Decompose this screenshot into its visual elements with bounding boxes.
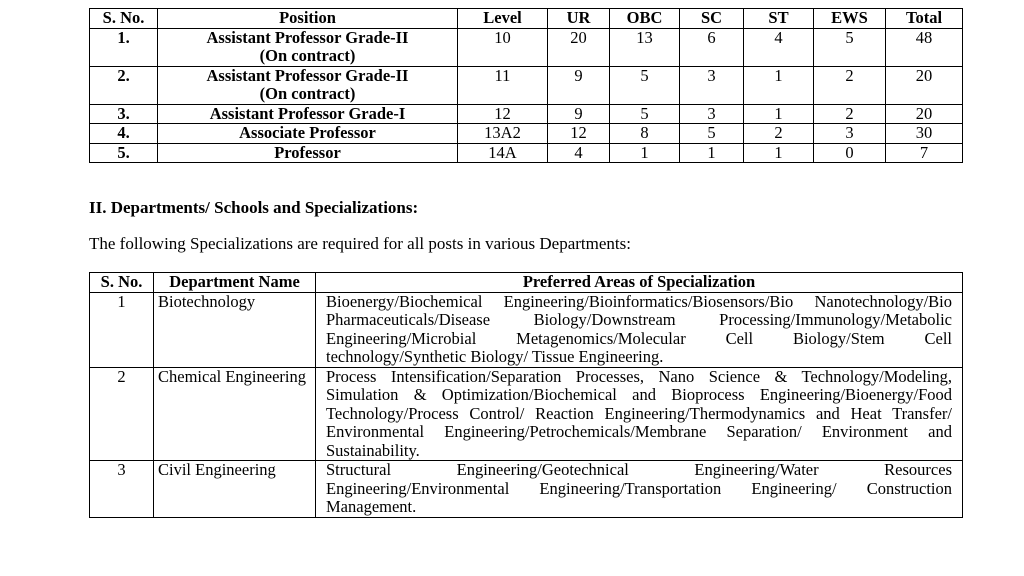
cell-ur: 12 [548, 124, 610, 144]
cell-ews: 5 [814, 28, 886, 66]
cell-total: 7 [886, 143, 963, 163]
cell-st: 4 [744, 28, 814, 66]
table-row [90, 66, 963, 104]
cell-st: 1 [744, 143, 814, 163]
header-ews: EWS [814, 9, 886, 29]
table-row [90, 143, 963, 163]
cell-sno: 2 [90, 367, 154, 461]
header-ur: UR [548, 9, 610, 29]
header-sno: S. No. [90, 9, 158, 29]
cell-st: 1 [744, 66, 814, 104]
table-row [90, 367, 963, 461]
cell-total: 48 [886, 28, 963, 66]
position-line2: (On contract) [259, 46, 356, 65]
cell-ur: 20 [548, 28, 610, 66]
section-heading: II. Departments/ Schools and Specializations: [89, 198, 419, 217]
posts-header-row [90, 9, 963, 29]
header-total: Total [886, 9, 963, 29]
cell-obc: 8 [610, 124, 680, 144]
cell-total: 30 [886, 124, 963, 144]
cell-level: 13A2 [458, 124, 548, 144]
cell-level: 11 [458, 66, 548, 104]
header-sno: S. No. [90, 273, 154, 293]
cell-ews: 3 [814, 124, 886, 144]
table-row [90, 292, 963, 367]
cell-level: 10 [458, 28, 548, 66]
cell-areas: Process Intensification/Separation Processes, Nano Science & Technology/Modeling, Simulation & Optimization/Biochemical and Bioprocess Engineering/Bioenergy/Food Technology/Process Control/ Reaction Engineering/Thermodynamics and Heat Transfer/ Environmental Engineering/Petrochemicals/Membrane Separation/ Environment and Sustainability. [316, 367, 963, 461]
cell-sc: 5 [680, 124, 744, 144]
cell-sc: 3 [680, 104, 744, 124]
header-sc: SC [680, 9, 744, 29]
cell-sc: 6 [680, 28, 744, 66]
position-line2: (On contract) [259, 84, 356, 103]
cell-sno: 1. [90, 28, 158, 66]
cell-ur: 9 [548, 104, 610, 124]
cell-sc: 3 [680, 66, 744, 104]
cell-position: Associate Professor [158, 124, 458, 144]
cell-sno: 1 [90, 292, 154, 367]
header-level: Level [458, 9, 548, 29]
cell-st: 2 [744, 124, 814, 144]
cell-position [158, 28, 458, 66]
cell-obc: 5 [610, 104, 680, 124]
header-position: Position [158, 9, 458, 29]
cell-obc: 1 [610, 143, 680, 163]
cell-position: Professor [158, 143, 458, 163]
table-row [90, 104, 963, 124]
cell-ur: 9 [548, 66, 610, 104]
table-row [90, 461, 963, 518]
cell-level: 12 [458, 104, 548, 124]
table-row [90, 124, 963, 144]
cell-sno: 3. [90, 104, 158, 124]
cell-total: 20 [886, 104, 963, 124]
cell-areas: Structural Engineering/Geotechnical Engineering/Water Resources Engineering/Environmental Engineering/Transportation Engineering/ Construction Management. [316, 461, 963, 518]
cell-ews: 2 [814, 104, 886, 124]
specializations-table [89, 272, 963, 518]
position-line1: Assistant Professor Grade-II [206, 65, 409, 85]
cell-sno: 4. [90, 124, 158, 144]
cell-level: 14A [458, 143, 548, 163]
cell-department: Civil Engineering [154, 461, 316, 518]
header-obc: OBC [610, 9, 680, 29]
cell-total: 20 [886, 66, 963, 104]
cell-ews: 2 [814, 66, 886, 104]
spec-header-row [90, 273, 963, 293]
position-line1: Assistant Professor Grade-II [206, 27, 409, 47]
cell-obc: 5 [610, 66, 680, 104]
header-department: Department Name [154, 273, 316, 293]
header-areas: Preferred Areas of Specialization [316, 273, 963, 293]
cell-position: Assistant Professor Grade-I [158, 104, 458, 124]
cell-sc: 1 [680, 143, 744, 163]
cell-sno: 3 [90, 461, 154, 518]
cell-areas: Bioenergy/Biochemical Engineering/Bioinformatics/Biosensors/Bio Nanotechnology/Bio Pharmaceuticals/Disease Biology/Downstream Processing/Immunology/Metabolic Engineering/Microbial Metagenomics/Molecular Cell Biology/Stem Cell technology/Synthetic Biology/ Tissue Engineering. [316, 292, 963, 367]
cell-sno: 2. [90, 66, 158, 104]
header-st: ST [744, 9, 814, 29]
table-row [90, 28, 963, 66]
cell-st: 1 [744, 104, 814, 124]
cell-ur: 4 [548, 143, 610, 163]
intro-text: The following Specializations are required for all posts in various Departments: [89, 234, 631, 253]
cell-obc: 13 [610, 28, 680, 66]
posts-table [89, 8, 963, 163]
cell-department: Chemical Engineering [154, 367, 316, 461]
cell-position [158, 66, 458, 104]
cell-sno: 5. [90, 143, 158, 163]
cell-ews: 0 [814, 143, 886, 163]
cell-department: Biotechnology [154, 292, 316, 367]
